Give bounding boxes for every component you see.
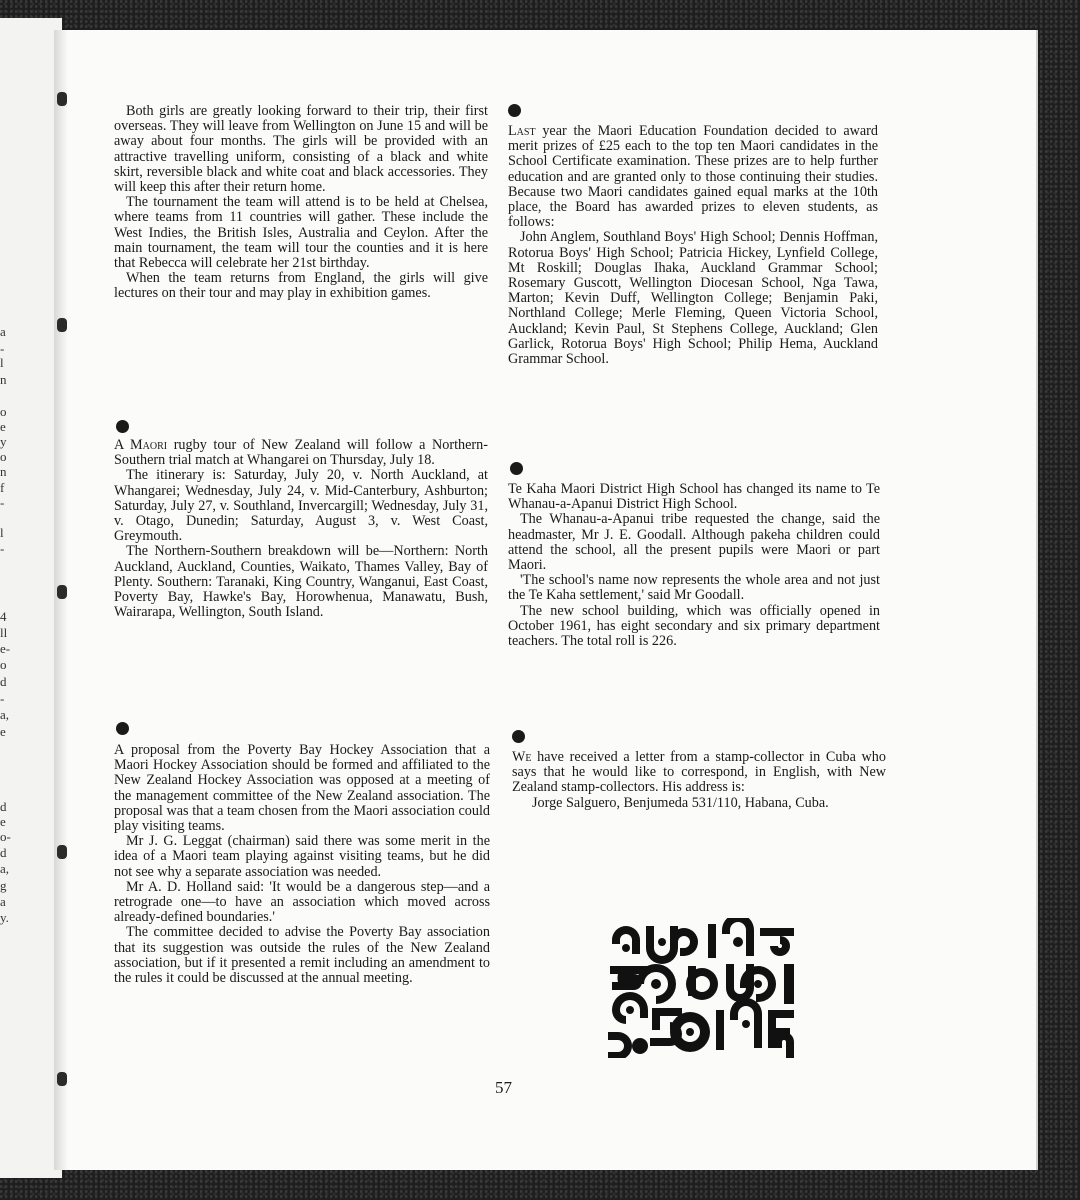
kowhaiwhai-pattern-artwork [608,918,798,1058]
address: Jorge Salguero, Benjumeda 531/110, Habana, Cuba. [532,794,829,811]
facing-page-fragment: n [0,372,7,387]
facing-page-fragment: e [0,724,6,739]
section-bullet-icon [116,420,129,433]
lead-word: A Maori [114,437,168,453]
facing-page-fragment: y [0,434,7,449]
facing-page-fragment: n [0,464,7,479]
binding-stitch [57,92,67,106]
lead-text: have received a letter from a stamp-collector in Cuba who says that he would like to correspond, in English, with New Zealand stamp-collectors. His address is: [512,749,886,796]
lead-paragraph: Te Kaha Maori District High School has changed its name to Te Whanau-a-Apanui District High School. [508,481,880,513]
facing-page-fragment: e [0,419,6,434]
facing-page-fragment: a, [0,861,10,876]
binding-stitch [57,585,67,599]
paragraph: When the team returns from England, the girls will give lectures on their tour and may play in exhibition games. [114,270,488,302]
facing-page-fragment: d [0,674,7,689]
facing-page-fragment: e- [0,641,11,656]
facing-page-fragment: a, [0,707,10,722]
paragraph: Mr J. G. Leggat (chairman) said there was some merit in the idea of a Maori team playing against visiting teams, but he did not see why a separate association was needed. [114,833,490,880]
section-bullet-icon [510,462,523,475]
facing-page-fragment: - [0,495,5,510]
section-bullet-icon [512,730,525,743]
lead-paragraph: A proposal from the Poverty Bay Hockey Association that a Maori Hockey Association should be formed and affiliated to the New Zealand Hockey Association was opposed at a meeting of the management committee of the New Zealand association. The proposal was that a team chosen from the Maori association could play visiting teams. [114,742,490,835]
facing-page-fragment: l [0,355,4,370]
paragraph: The Whanau-a-Apanui tribe requested the change, said the headmaster, Mr J. E. Goodall. Although pakeha children could attend the school, all the present pupils were Maori or part Maori. [508,511,880,574]
article-stamp [512,750,886,811]
facing-page-fragment: o [0,449,7,464]
paragraph: Mr A. D. Holland said: 'It would be a dangerous step—and a retrograde one—to have an association which moved across already-defined boundaries.' [114,878,490,926]
facing-page-fragment: a [0,324,6,339]
lead-text: rugby tour of New Zealand will follow a Northern-Southern trial match at Whangarei on Thursday, July 18. [114,437,488,469]
paragraph: The new school building, which was officially opened in October 1961, has eight secondary and six primary department teachers. The total roll is 226. [508,602,880,650]
paragraph: The tournament the team will attend is to be held at Chelsea, where teams from 11 countries will gather. These include the West Indies, the British Isles, Australia and Ceylon. After the main tournament, the team will tour the counties and it is here that Rebecca will celebrate her 21st birthday. [114,194,488,272]
facing-page-fragment: d [0,799,7,814]
article-rugby [114,438,488,620]
article-prizes [508,124,878,367]
facing-page-fragment: a [0,894,6,909]
prize-list: John Anglem, Southland Boys' High School; Dennis Hoffman, Rotorua Boys' High School; Patricia Hickey, Lynfield College, Mt Roskill; Douglas Ihaka, Auckland Grammar School; Rosemary Guscott, Wellington Diocesan School, Nga Tawa, Marton; Kevin Duff, Wellington College; Benjamin Paki, Northland College; Merle Fleming, Queen Victoria School, Auckland; Kevin Paul, St Stephens College, Auckland; Glen Garlick, Rotorua Boys' High School; Philip Hema, Auckland Grammar School. [508,229,878,368]
facing-page-fragment: - [0,341,5,356]
facing-page-fragment: f [0,480,5,495]
paragraph: The Northern-Southern breakdown will be—Northern: North Auckland, Auckland, Counties, Waikato, Thames Valley, Bay of Plenty. Southern: Taranaki, King Country, Wanganui, East Coast, Poverty Bay, Hawke's Bay, Horowhenua, Manawatu, Bush, Wairarapa, Wellington, South Island. [114,543,488,621]
facing-page-edge [0,18,62,1178]
section-bullet-icon [508,104,521,117]
paragraph: The itinerary is: Saturday, July 20, v. North Auckland, at Whangarei; Wednesday, July 24, v. Mid-Canterbury, Ashburton; Saturday, July 27, v. Southland, Invercargill; Wednesday, July 31, v. Otago, Dunedin; Saturday, August 3, v. West Coast, Greymouth. [114,467,488,545]
facing-page-fragment: o- [0,829,11,844]
lead-word: Last [508,123,536,139]
binding-stitch [57,1072,67,1086]
facing-page-fragment: 4 [0,609,7,624]
facing-page-fragment: o [0,404,7,419]
facing-page-fragment: - [0,541,5,556]
lead-word: We [512,749,532,765]
binding-stitch [57,845,67,859]
paragraph: 'The school's name now represents the whole area and not just the Te Kaha settlement,' said Mr Goodall. [508,572,880,604]
lead-text: year the Maori Education Foundation decided to award merit prizes of £25 each to the top ten Maori candidates in the School Certificate examination. These prizes are to help further education and are granted only to those continuing their studies. Because two Maori candidates gained equal marks at the 10th place, the Board has awarded prizes to eleven students, as follows: [508,123,878,231]
facing-page-fragment: y. [0,910,9,925]
article-trip [114,104,488,302]
article-hockey [114,743,490,986]
facing-page-fragment: ll [0,625,8,640]
facing-page-fragment: g [0,878,7,893]
binding-stitch [57,318,67,332]
facing-page-fragment: o [0,657,7,672]
page-number: 57 [495,1078,512,1097]
article-tekaha [508,482,880,649]
facing-page-fragment: - [0,691,5,706]
facing-page-fragment: e [0,814,6,829]
section-bullet-icon [116,722,129,735]
facing-page-fragment: d [0,845,7,860]
paragraph: Both girls are greatly looking forward to their trip, their first overseas. They will leave from Wellington on June 15 and will be away about four months. The girls will be provided with an attractive travelling uniform, consisting of a black and white skirt, reversible black and white coat and black accessories. They will keep this after their return home. [114,103,488,196]
page-gutter [54,30,68,1170]
paragraph: The committee decided to advise the Poverty Bay association that its suggestion was outside the rules of the New Zealand association, but if it presented a remit including an amendment to the rules it could be discussed at the annual meeting. [114,924,490,987]
facing-page-fragment: l [0,525,4,540]
